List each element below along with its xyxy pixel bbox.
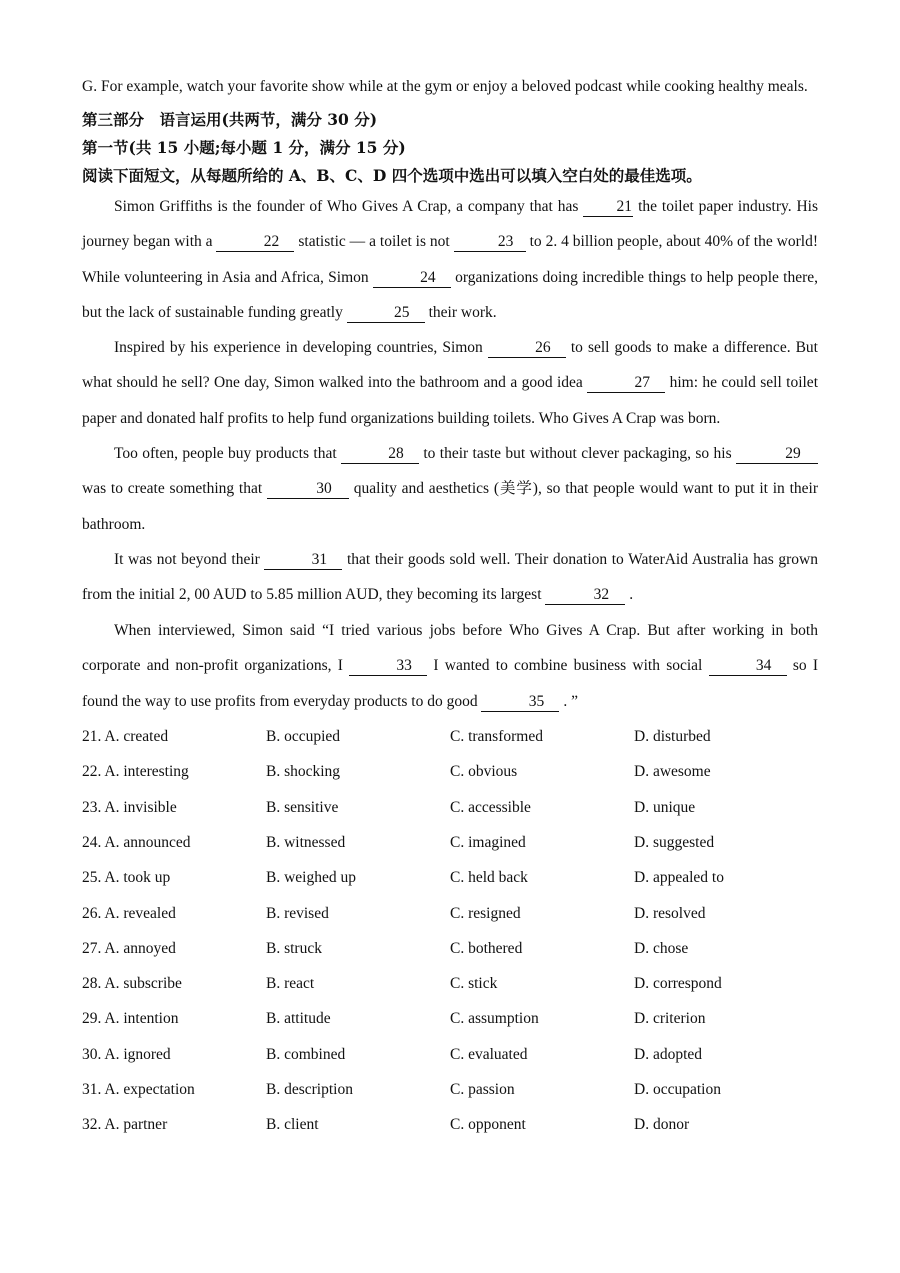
option-d[interactable]: D. chose [634, 939, 689, 957]
option-d[interactable]: D. resolved [634, 904, 706, 922]
option-a[interactable]: 22. A. interesting [82, 763, 189, 781]
option-row [82, 940, 818, 962]
option-c[interactable]: C. held back [450, 869, 528, 887]
option-b[interactable]: B. description [266, 1081, 353, 1098]
blank-32[interactable]: 32 [545, 586, 625, 605]
option-row [82, 1046, 818, 1068]
passage-paragraph-4: It was not beyond their 31 that their goods sold well. Their donation to WaterAid Australia has grown from the initial 2, 00 AUD to 5.85 million AUD, they becoming its largest 32 . [82, 551, 818, 604]
option-c[interactable]: C. evaluated [450, 1045, 528, 1063]
blank-31[interactable]: 31 [264, 551, 342, 570]
option-a[interactable]: 27. A. annoyed [82, 939, 176, 957]
option-c[interactable]: C. obvious [450, 763, 518, 781]
blank-29[interactable]: 29 [736, 445, 818, 464]
option-b[interactable]: B. weighed up [266, 869, 356, 887]
blank-35[interactable]: 35 [481, 693, 559, 712]
option-b[interactable]: B. occupied [266, 728, 341, 745]
option-a[interactable]: 31. A. expectation [82, 1081, 195, 1098]
blank-22[interactable]: 22 [216, 233, 294, 252]
blank-23[interactable]: 23 [454, 233, 526, 252]
option-row [82, 763, 818, 785]
option-c[interactable]: C. imagined [450, 833, 526, 851]
option-c[interactable]: C. assumption [450, 1010, 539, 1028]
option-a[interactable]: 24. A. announced [82, 833, 191, 851]
blank-26[interactable]: 26 [488, 339, 566, 358]
option-d[interactable]: D. suggested [634, 833, 715, 851]
blank-34[interactable]: 34 [709, 657, 787, 676]
blank-25[interactable]: 25 [347, 304, 425, 323]
option-d[interactable]: D. correspond [634, 975, 722, 993]
option-c[interactable]: C. opponent [450, 1116, 526, 1134]
option-row [82, 975, 818, 997]
option-a[interactable]: 30. A. ignored [82, 1045, 171, 1063]
option-c[interactable]: C. passion [450, 1081, 515, 1098]
option-b[interactable]: B. attitude [266, 1010, 331, 1028]
option-a[interactable]: 32. A. partner [82, 1116, 168, 1134]
passage-paragraph-5: When interviewed, Simon said “I tried various jobs before Who Gives A Crap. But after working in both corporate and non-profit organizations, I 33 I wanted to combine business with social 34 so I found the way to use profits from everyday products to do good 35 . ” [82, 622, 818, 710]
option-b[interactable]: B. revised [266, 904, 329, 922]
option-a[interactable]: 26. A. revealed [82, 904, 176, 922]
option-d[interactable]: D. adopted [634, 1045, 703, 1063]
option-c[interactable]: C. stick [450, 975, 498, 993]
option-a[interactable]: 25. A. took up [82, 869, 171, 887]
option-d[interactable]: D. awesome [634, 763, 711, 781]
option-row [82, 1010, 818, 1032]
option-row [82, 834, 818, 856]
option-d[interactable]: D. disturbed [634, 728, 711, 745]
option-b[interactable]: B. witnessed [266, 833, 346, 851]
blank-33[interactable]: 33 [349, 657, 427, 676]
option-b[interactable]: B. sensitive [266, 798, 339, 816]
option-c[interactable]: C. accessible [450, 798, 531, 816]
blank-27[interactable]: 27 [587, 374, 665, 393]
option-row [82, 1116, 818, 1138]
blank-28[interactable]: 28 [341, 445, 419, 464]
option-c[interactable]: C. transformed [450, 728, 543, 745]
option-b[interactable]: B. combined [266, 1045, 346, 1063]
passage-paragraph-2: Inspired by his experience in developing countries, Simon 26 to sell goods to make a difference. But what should he sell? One day, Simon walked into the bathroom and a good idea 27 him: he could sell toilet paper and donated half profits to help fund organizations building toilets. Who Gives A Crap was born. [82, 339, 818, 427]
option-row [82, 869, 818, 891]
previous-option-g: G. For example, watch your favorite show while at the gym or enjoy a beloved podcast while cooking healthy meals. [82, 78, 808, 95]
option-row [82, 799, 818, 821]
option-row [82, 728, 818, 750]
option-b[interactable]: B. shocking [266, 763, 341, 781]
option-d[interactable]: D. donor [634, 1116, 690, 1134]
passage-paragraph-1: Simon Griffiths is the founder of Who Gives A Crap, a company that has 21 the toilet paper industry. His journey began with a 22 statistic — a toilet is not 23 to 2. 4 billion people, about 40% of the world! While volunteering in Asia and Africa, Simon 24 organizations doing incredible things to help people there, but the lack of sustainable funding greatly 25 their work. [82, 198, 818, 321]
option-d[interactable]: D. appealed to [634, 869, 724, 887]
option-b[interactable]: B. react [266, 975, 315, 993]
option-b[interactable]: B. client [266, 1116, 319, 1134]
option-d[interactable]: D. unique [634, 798, 696, 816]
instruction-heading: 阅读下面短文，从每题所给的 A、B、C、D 四个选项中选出可以填入空白处的最佳选项。 [82, 166, 702, 185]
option-a[interactable]: 23. A. invisible [82, 798, 177, 816]
option-c[interactable]: C. resigned [450, 904, 521, 922]
passage-paragraph-3: Too often, people buy products that 28 to their taste but without clever packaging, so his 29 was to create something that 30 quality and aesthetics (美学), so that people would want to put it in their bathroom. [82, 445, 818, 533]
option-a[interactable]: 21. A. created [82, 728, 169, 745]
blank-30[interactable]: 30 [267, 480, 349, 499]
option-b[interactable]: B. struck [266, 939, 322, 957]
part-heading: 第三部分 语言运用(共两节，满分 30 分) [82, 110, 378, 129]
option-d[interactable]: D. occupation [634, 1081, 721, 1098]
option-c[interactable]: C. bothered [450, 939, 523, 957]
section-heading: 第一节(共 15 小题;每小题 1 分，满分 15 分) [82, 138, 406, 157]
option-a[interactable]: 29. A. intention [82, 1010, 179, 1028]
option-row [82, 1081, 818, 1103]
option-d[interactable]: D. criterion [634, 1010, 706, 1028]
option-a[interactable]: 28. A. subscribe [82, 975, 182, 993]
blank-24[interactable]: 24 [373, 269, 451, 288]
blank-21[interactable]: 21 [583, 198, 633, 217]
option-row [82, 905, 818, 927]
